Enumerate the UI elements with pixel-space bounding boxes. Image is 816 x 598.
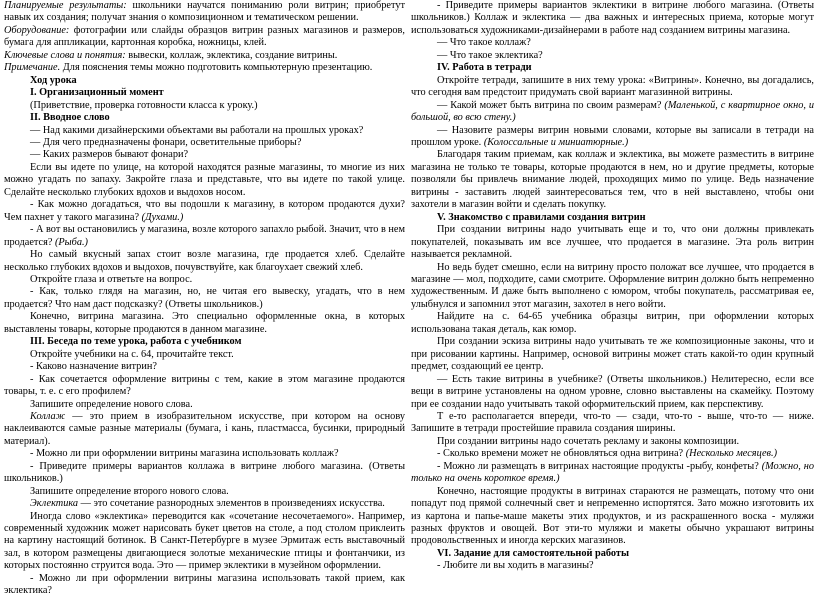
text-run: — Назовите размеры витрин новыми словами, которые вы записали в тетради на прошлом уроке. xyxy=(411,124,814,148)
text-run: Если вы идете по улице, на которой находятся разные магазины, то многие из них можно угадать по запаху. Закройте глаза и представьте, что вы идете по такой улице. Сделайте несколько глубоких вдохов и выдохов носом. xyxy=(4,161,405,198)
text-run: (Маленькой, с квартирное окно, и большой, во всю стену.) xyxy=(411,99,814,124)
text-run: — это прием в изобразительном искусстве, при котором на основу наклеиваются самые разные материалы (бумага, і кань, пластмасса, бусинки, природный материал). xyxy=(4,410,405,447)
paragraph xyxy=(4,498,405,510)
paragraph xyxy=(4,411,405,448)
text-run: VI. Задание для самостоятельной работы xyxy=(437,547,629,559)
paragraph xyxy=(4,448,405,460)
paragraph xyxy=(411,336,814,373)
paragraph xyxy=(411,75,814,100)
paragraph xyxy=(4,274,405,286)
text-run: (Приветствие, проверка готовности класса к уроку.) xyxy=(30,99,258,111)
paragraph xyxy=(4,461,405,486)
text-run: Коллаж xyxy=(30,410,66,422)
text-run: (Духами.) xyxy=(141,211,184,223)
paragraph xyxy=(411,125,814,150)
paragraph xyxy=(411,411,814,436)
text-run: (Колоссальные и миниатюрные.) xyxy=(483,136,629,148)
text-run: — Какой может быть витрина по своим размерам? xyxy=(437,99,665,111)
text-run: (Можно, но только на очень короткое время.) xyxy=(411,460,814,485)
text-run: Найдите на с. 64-65 учебника образцы витрин, при оформлении которых использована такая деталь, как юмор. xyxy=(411,311,814,335)
paragraph xyxy=(4,399,405,411)
paragraph xyxy=(411,448,814,460)
paragraph xyxy=(411,62,814,74)
paragraph xyxy=(411,436,814,448)
paragraph xyxy=(4,374,405,399)
paragraph xyxy=(4,0,405,25)
paragraph xyxy=(4,50,405,62)
paragraph xyxy=(4,511,405,573)
paragraph xyxy=(411,262,814,312)
text-run: Запишите определение второго нового слова. xyxy=(30,485,229,497)
text-run: V. Знакомство с правилами создания витрин xyxy=(437,211,646,223)
text-run: — Для чего предназначены фонари, осветительные приборы? xyxy=(30,136,302,148)
text-run: Примечание. xyxy=(4,62,61,74)
text-run: - Приведите примеры вариантов коллажа в витрине любого магазина. (Ответы школьников.) xyxy=(4,460,405,485)
text-run: II. Вводное слово xyxy=(30,112,110,124)
paragraph xyxy=(411,560,814,572)
text-run: Иногда слово «эклектика» переводится как «сочетание несочетаемого». Например, современный художник может нарисовать букет цветов на столе, а под столом приклеить на картину настоящий ботинок. В Санкт-Петербурге в музее Эрмитаж есть выставочный зал, в котором размещены двигающиеся золотые механические птицы и фонтанчики, из которых постоянно струится вода. Это — пример эклектики в музейном оформлении. xyxy=(4,510,405,572)
text-run: Ключевые слова и понятия: xyxy=(4,49,126,61)
paragraph xyxy=(4,349,405,361)
paragraph xyxy=(411,224,814,261)
text-run: — Есть такие витрины в учебнике? (Ответы школьников.) Нелитересно, если все вещи в витрине установлены на одном уровне, словно выставлены на скамейку. Поэтому при ее создании надо учитывать такой оформительский прием, как перспективу. xyxy=(411,373,814,410)
text-run: - Любите ли вы ходить в магазины? xyxy=(437,560,594,572)
text-run: Благодаря таким приемам, как коллаж и эклектика, вы можете разместить в витрине магазина не только те товары, которые продаются в нем, но и другие предметы, которые позволяли бы привлечь внимание людей, проходящих мимо по улице. Ведь назначение витрины - заставить людей заинтересоваться тем, что в ней выставлено, чтобы они захотели в магазин войти и сделать покупку. xyxy=(411,149,814,211)
paragraph xyxy=(4,286,405,311)
paragraph xyxy=(4,249,405,274)
text-run: Но ведь будет смешно, если на витрину просто положат все лучшее, что продается в магазине — мол, подходите, сами смотрите. Оформление витрин должно быть непременно художественным. И даже быть выполнено с юмором, чтобы покупатель, рассматривая ее, улыбнулся и запомнил этот магазин, захотел в него войти. xyxy=(411,261,814,310)
paragraph xyxy=(411,50,814,62)
paragraph xyxy=(411,212,814,224)
paragraph xyxy=(4,112,405,124)
text-run: (Несколько месяцев.) xyxy=(685,448,778,460)
text-run: При создании витрины надо учитывать еще и то, что они должны привлекать покупателей, показывать им все лучшее, что продается в магазине. Эта роль витрин называется рекламной. xyxy=(411,224,814,261)
text-run: - Каково назначение витрин? xyxy=(30,361,157,373)
paragraph xyxy=(411,149,814,211)
text-run: фотографии или слайды образцов витрин разных магазинов и размеров, бумага для аппликации, картонная коробка, ножницы, клей. xyxy=(4,24,405,49)
text-run: школьники научатся пониманию роли витрин; приобретут навык их создания; получат знания о композиционном и тематическом решении. xyxy=(4,0,405,24)
paragraph xyxy=(411,100,814,125)
paragraph xyxy=(411,548,814,560)
paragraph xyxy=(411,311,814,336)
paragraph xyxy=(4,573,405,598)
paragraph xyxy=(4,137,405,149)
text-run: III. Беседа по теме урока, работа с учебником xyxy=(30,336,242,348)
paragraph xyxy=(4,125,405,137)
text-run: IV. Работа в тетради xyxy=(437,62,532,74)
text-run: Для пояснения темы можно подготовить компьютерную презентацию. xyxy=(60,62,373,74)
text-run: - Можно ли при оформлении витрины магазина использовать коллаж? xyxy=(30,448,339,460)
text-run: — это сочетание разнородных элементов в произведениях искусства. xyxy=(78,498,385,510)
paragraph xyxy=(4,336,405,348)
text-run: Откройте глаза и ответьте на вопрос. xyxy=(30,273,193,285)
paragraph xyxy=(4,361,405,373)
paragraph xyxy=(411,37,814,49)
text-run: - Как сочетается оформление витрины с тем, какие в этом магазине продаются товары, т. е. с его профилем? xyxy=(4,373,405,398)
text-run: Откройте учебники на с. 64, прочитайте текст. xyxy=(30,348,234,360)
paragraph xyxy=(4,100,405,112)
text-run: Но самый вкусный запах стоит возле магазина, где продается хлеб. Сделайте несколько глубоких вдохов и выдохов, почувствуйте, как благоухает свежий хлеб. xyxy=(4,249,405,273)
paragraph xyxy=(4,199,405,224)
paragraph xyxy=(411,374,814,411)
right-column xyxy=(411,0,814,573)
text-run: — Над какими дизайнерскими объектами вы работали на прошлых уроках? xyxy=(30,124,364,136)
paragraph xyxy=(4,87,405,99)
paragraph xyxy=(4,149,405,161)
text-run: вывески, коллаж, эклектика, создание витрины. xyxy=(125,49,338,61)
paragraph xyxy=(4,75,405,87)
text-run: Конечно, настоящие продукты в витринах стараются не размещать, потому что они попадут под прямой солнечный свет и непременно испортятся. Зато можно изготовить их из картона и папье-маше макеты этих продуктов, и из раскрашенного воска - муляжи разных фруктов и овощей. Вот эти-то муляжи и макеты обычно украшают витрины продовольственных и иногда керских магазинов. xyxy=(411,485,814,547)
text-run: - А вот вы остановились у магазина, возле которого запахло рыбой. Значит, что в нем продается? xyxy=(4,224,405,248)
text-run: - Можно ли размещать в витринах настоящие продукты -рыбу, конфеты? xyxy=(437,460,762,472)
text-run: Планируемые результаты: xyxy=(4,0,127,11)
text-run: Ход урока xyxy=(30,74,77,86)
left-column xyxy=(4,0,405,598)
text-run: Оборудование: xyxy=(4,24,70,36)
text-run: — Каких размеров бывают фонари? xyxy=(30,149,189,161)
paragraph xyxy=(4,62,405,74)
text-run: Запишите определение нового слова. xyxy=(30,398,193,410)
text-run: Эклектика xyxy=(30,498,79,510)
paragraph xyxy=(411,461,814,486)
text-run: При создании эскиза витрины надо учитывать те же композиционные законы, что и при рисовании картины. Например, основой витрины может стать какой-то один крупный предмет, создающий ее центр. xyxy=(411,336,814,373)
text-run: При создании витрины надо сочетать рекламу и законы композиции. xyxy=(437,435,740,447)
paragraph xyxy=(4,25,405,50)
paragraph xyxy=(4,486,405,498)
text-run: - Как можно догадаться, что вы подошли к магазину, в котором продаются духи? Чем пахнет у такого магазина? xyxy=(4,199,405,223)
text-run: — Что такое эклектика? xyxy=(437,49,543,61)
text-run: — Что такое коллаж? xyxy=(437,37,531,49)
text-run: - Сколько времени может не обновляться одна витрина? xyxy=(437,448,686,460)
text-run: I. Организационный момент xyxy=(30,87,164,99)
text-run: - Приведите примеры вариантов эклектики в витрине любого магазина. (Ответы школьников.) Коллаж и эклектика — два важных и интересных приема, которые могут использоваться художниками-дизайнерами в работе над созданием витрины магазина. xyxy=(411,0,814,36)
paragraph xyxy=(4,224,405,249)
paragraph xyxy=(411,486,814,548)
text-run: Конечно, витрина магазина. Это специально оформленные окна, в которых выставлены товары, которые продаются в данном магазине. xyxy=(4,311,405,335)
paragraph xyxy=(4,162,405,199)
text-run: Откройте тетради, запишите в них тему урока: «Витрины». Конечно, вы догадались, что сегодня вам предстоит придумать свой вариант магазинной витрины. xyxy=(411,74,814,99)
text-run: Т е-то располагается впереди, что-то — сзади, что-то - выше, что-то — ниже. Запишите в тетради простейшие правила создания ширины. xyxy=(411,410,814,435)
paragraph xyxy=(411,0,814,37)
text-run: (Рыба.) xyxy=(54,236,88,248)
text-run: - Как, только глядя на магазин, но, не читая его вывеску, угадать, что в нем продается? Что нам даст подсказку? (Ответы школьников.) xyxy=(4,286,405,310)
paragraph xyxy=(4,311,405,336)
text-run: - Можно ли при оформлении витрины магазина использовать такой прием, как эклектика? xyxy=(4,572,405,597)
